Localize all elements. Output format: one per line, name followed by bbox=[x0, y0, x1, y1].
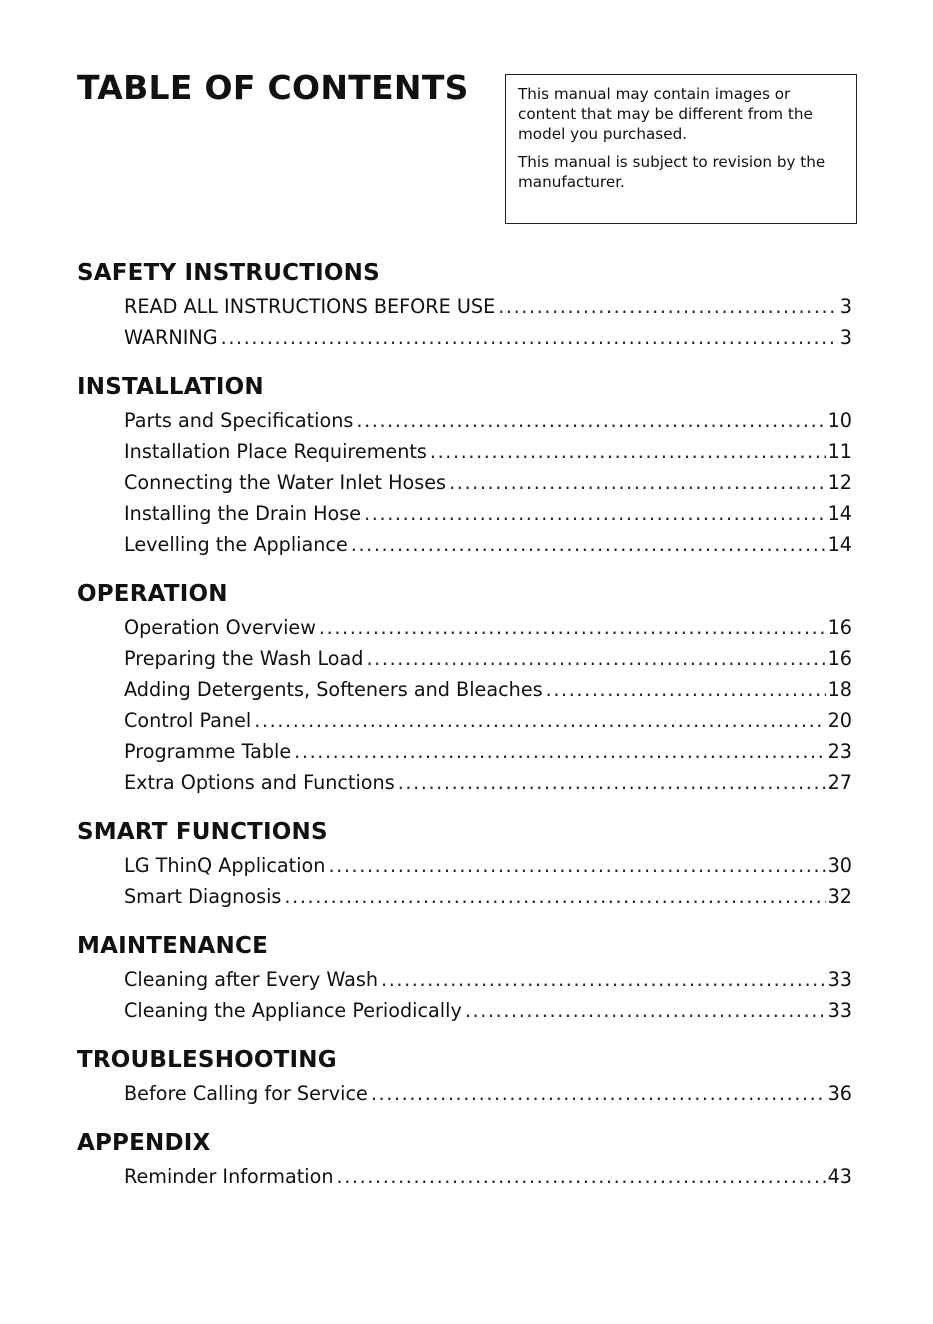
dot-leader bbox=[221, 322, 838, 353]
section-heading: SAFETY INSTRUCTIONS bbox=[77, 260, 380, 286]
entry-list bbox=[77, 405, 852, 560]
entry-list bbox=[77, 964, 852, 1026]
entry-label: Before Calling for Service bbox=[124, 1082, 368, 1105]
section-heading: SMART FUNCTIONS bbox=[77, 819, 328, 845]
toc-entry[interactable] bbox=[77, 498, 852, 529]
entry-label: READ ALL INSTRUCTIONS BEFORE USE bbox=[124, 295, 496, 318]
entry-list bbox=[77, 612, 852, 798]
toc-section-maintenance bbox=[77, 928, 852, 1026]
dot-leader bbox=[430, 436, 826, 467]
entry-page-number: 18 bbox=[827, 678, 852, 701]
dot-leader bbox=[356, 405, 825, 436]
section-heading: TROUBLESHOOTING bbox=[77, 1047, 337, 1073]
entry-label: Parts and Specifications bbox=[124, 409, 354, 432]
entry-page-number: 27 bbox=[827, 771, 852, 794]
entry-page-number: 12 bbox=[827, 471, 852, 494]
toc-entry[interactable] bbox=[77, 995, 852, 1026]
toc-entry[interactable] bbox=[77, 850, 852, 881]
entry-page-number: 10 bbox=[827, 409, 852, 432]
dot-leader bbox=[364, 498, 825, 529]
entry-label: Operation Overview bbox=[124, 616, 316, 639]
toc-entry[interactable] bbox=[77, 405, 852, 436]
toc-entry[interactable] bbox=[77, 291, 852, 322]
entry-list bbox=[77, 1161, 852, 1192]
entry-page-number: 23 bbox=[827, 740, 852, 763]
toc-section-safety-instructions bbox=[77, 255, 852, 353]
dot-leader bbox=[371, 1078, 826, 1109]
entry-page-number: 11 bbox=[827, 440, 852, 463]
dot-leader bbox=[398, 767, 826, 798]
toc-entry[interactable] bbox=[77, 322, 852, 353]
entry-label: Programme Table bbox=[124, 740, 292, 763]
entry-label: LG ThinQ Application bbox=[124, 854, 326, 877]
toc-entry[interactable] bbox=[77, 467, 852, 498]
toc-entry[interactable] bbox=[77, 1161, 852, 1192]
entry-label: Levelling the Appliance bbox=[124, 533, 348, 556]
entry-page-number: 33 bbox=[827, 999, 852, 1022]
toc-entry[interactable] bbox=[77, 964, 852, 995]
dot-leader bbox=[449, 467, 826, 498]
toc-section-troubleshooting bbox=[77, 1042, 852, 1109]
section-heading: OPERATION bbox=[77, 581, 228, 607]
entry-label: Extra Options and Functions bbox=[124, 771, 395, 794]
entry-label: Cleaning the Appliance Periodically bbox=[124, 999, 462, 1022]
dot-leader bbox=[465, 995, 826, 1026]
entry-page-number: 30 bbox=[827, 854, 852, 877]
entry-page-number: 14 bbox=[827, 502, 852, 525]
notice-box bbox=[505, 74, 857, 224]
entry-page-number: 14 bbox=[827, 533, 852, 556]
entry-label: WARNING bbox=[124, 326, 218, 349]
dot-leader bbox=[366, 643, 825, 674]
dot-leader bbox=[294, 736, 825, 767]
dot-leader bbox=[351, 529, 826, 560]
dot-leader bbox=[337, 1161, 826, 1192]
entry-page-number: 36 bbox=[827, 1082, 852, 1105]
toc-section-smart-functions bbox=[77, 814, 852, 912]
entry-label: Adding Detergents, Softeners and Bleaches bbox=[124, 678, 543, 701]
entry-label: Preparing the Wash Load bbox=[124, 647, 364, 670]
page-title: TABLE OF CONTENTS bbox=[77, 68, 469, 107]
toc-entry[interactable] bbox=[77, 736, 852, 767]
toc-entry[interactable] bbox=[77, 1078, 852, 1109]
table-of-contents bbox=[77, 255, 852, 1192]
entry-page-number: 3 bbox=[839, 326, 852, 349]
entry-page-number: 3 bbox=[839, 295, 852, 318]
entry-page-number: 16 bbox=[827, 647, 852, 670]
toc-entry[interactable] bbox=[77, 881, 852, 912]
dot-leader bbox=[284, 881, 825, 912]
toc-entry[interactable] bbox=[77, 674, 852, 705]
section-heading: APPENDIX bbox=[77, 1130, 211, 1156]
entry-label: Reminder Information bbox=[124, 1165, 334, 1188]
toc-entry[interactable] bbox=[77, 612, 852, 643]
toc-section-operation bbox=[77, 576, 852, 798]
toc-entry[interactable] bbox=[77, 705, 852, 736]
notice-paragraph: This manual may contain images or content that may be different from the model you purchased. bbox=[518, 85, 813, 143]
dot-leader bbox=[319, 612, 826, 643]
entry-page-number: 20 bbox=[827, 709, 852, 732]
dot-leader bbox=[498, 291, 838, 322]
entry-list bbox=[77, 850, 852, 912]
toc-entry[interactable] bbox=[77, 643, 852, 674]
entry-label: Installation Place Requirements bbox=[124, 440, 427, 463]
entry-list bbox=[77, 1078, 852, 1109]
toc-entry[interactable] bbox=[77, 767, 852, 798]
entry-label: Connecting the Water Inlet Hoses bbox=[124, 471, 447, 494]
dot-leader bbox=[328, 850, 825, 881]
entry-list bbox=[77, 291, 852, 353]
entry-page-number: 43 bbox=[827, 1165, 852, 1188]
entry-page-number: 32 bbox=[827, 885, 852, 908]
section-heading: INSTALLATION bbox=[77, 374, 264, 400]
entry-page-number: 33 bbox=[827, 968, 852, 991]
toc-section-installation bbox=[77, 369, 852, 560]
entry-label: Installing the Drain Hose bbox=[124, 502, 362, 525]
entry-label: Cleaning after Every Wash bbox=[124, 968, 378, 991]
toc-entry[interactable] bbox=[77, 436, 852, 467]
entry-page-number: 16 bbox=[827, 616, 852, 639]
toc-entry[interactable] bbox=[77, 529, 852, 560]
toc-section-appendix bbox=[77, 1125, 852, 1192]
dot-leader bbox=[254, 705, 825, 736]
entry-label: Control Panel bbox=[124, 709, 252, 732]
section-heading: MAINTENANCE bbox=[77, 933, 268, 959]
dot-leader bbox=[546, 674, 826, 705]
entry-label: Smart Diagnosis bbox=[124, 885, 282, 908]
dot-leader bbox=[381, 964, 826, 995]
notice-paragraph: This manual is subject to revision by the manufacturer. bbox=[518, 153, 826, 191]
